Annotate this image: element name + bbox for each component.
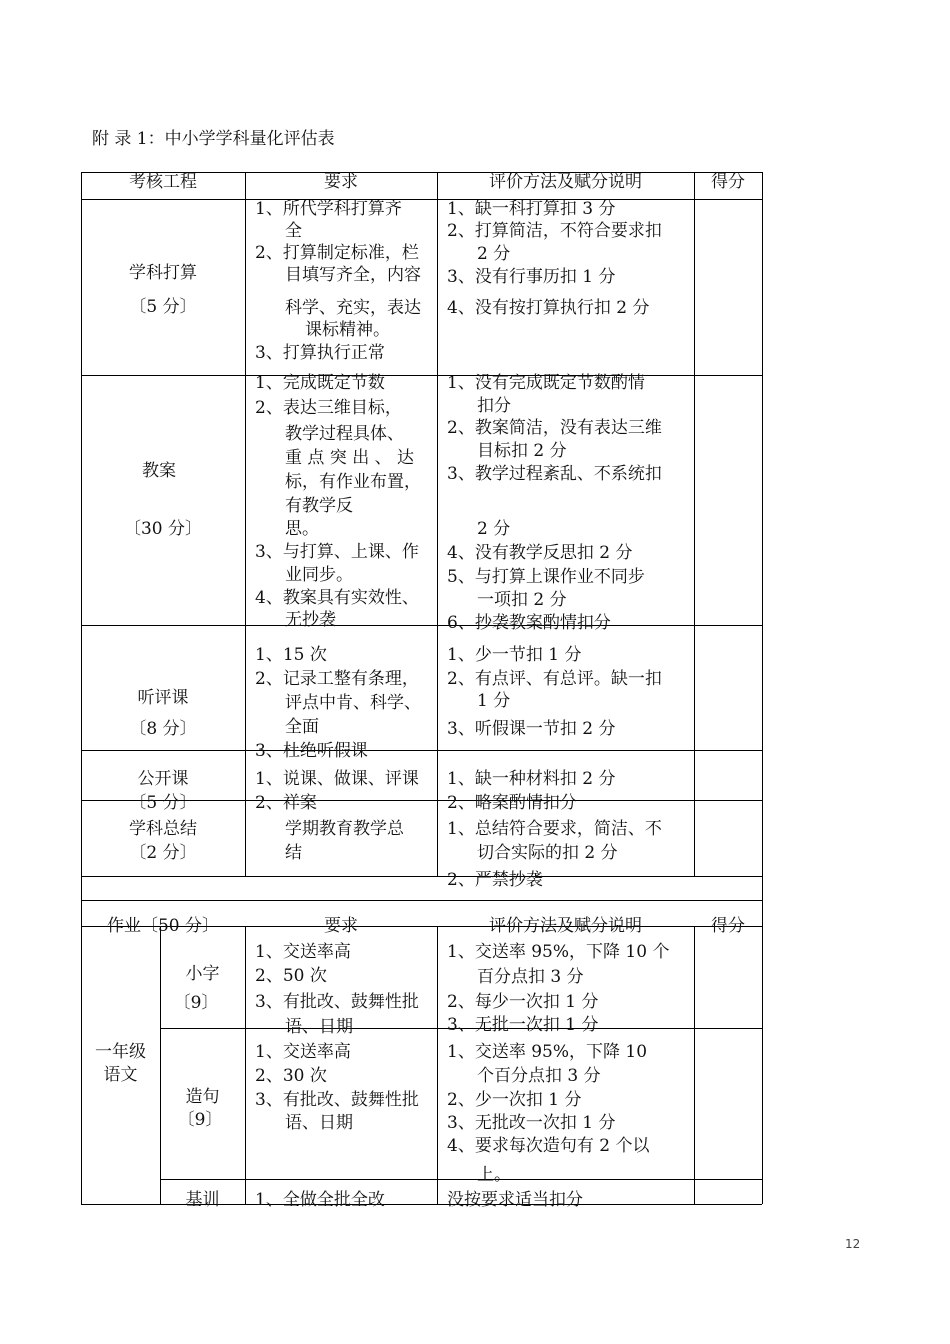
header2-score: 得分 — [711, 916, 745, 936]
jixun-name: 基训 — [185, 1190, 220, 1210]
row-open-points: 〔5 分〕 — [129, 793, 197, 813]
row-lesson-points: 〔30 分〕 — [123, 519, 203, 539]
jixun-requirement: 1、全做全批全改 — [255, 1190, 385, 1210]
zaoju-points: 〔9〕 — [177, 1110, 223, 1130]
header-method: 评价方法及赋分说明 — [489, 172, 642, 192]
document-title: 附 录 1：中小学学科量化评估表 — [92, 129, 335, 149]
row-listen-name: 听评课 — [137, 688, 189, 708]
xiaozi-points: 〔9〕 — [173, 993, 219, 1013]
header-item: 考核工程 — [129, 172, 197, 192]
grade-name-line2: 语文 — [103, 1065, 138, 1085]
page-number: 12 — [845, 1237, 861, 1251]
row-summary-name: 学科总结 — [129, 819, 197, 839]
header2-method: 评价方法及赋分说明 — [489, 916, 642, 936]
header-score: 得分 — [711, 172, 745, 192]
row-listen-points: 〔8 分〕 — [129, 719, 197, 739]
row-lesson-name: 教案 — [142, 461, 176, 481]
zaoju-name: 造句 — [185, 1087, 220, 1107]
row-summary-points: 〔2 分〕 — [129, 843, 197, 863]
row-plan-points: 〔5 分〕 — [129, 297, 197, 317]
header-requirement: 要求 — [324, 172, 358, 192]
jixun-method: 没按要求适当扣分 — [447, 1190, 583, 1210]
grade-name-line1: 一年级 — [95, 1042, 146, 1062]
row-plan-name: 学科打算 — [129, 263, 197, 283]
header2-requirement: 要求 — [324, 916, 358, 936]
header2-item: 作业〔50 分〕 — [106, 916, 220, 936]
xiaozi-name: 小字 — [185, 964, 220, 984]
row-open-name: 公开课 — [137, 769, 189, 789]
